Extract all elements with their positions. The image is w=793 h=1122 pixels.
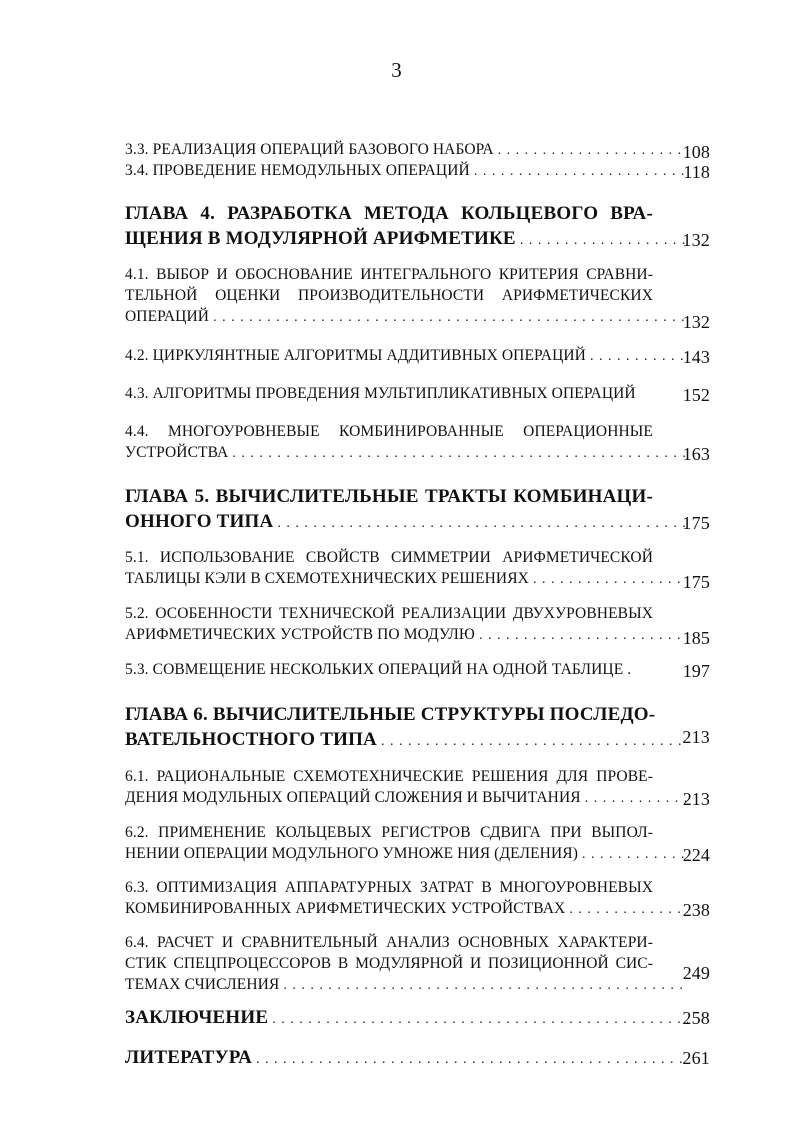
toc-page-number: 224	[682, 845, 710, 865]
toc-page-number: 132	[682, 230, 710, 250]
dot-leader	[585, 787, 688, 809]
toc-page-number: 249	[682, 963, 710, 983]
dot-leader	[569, 898, 688, 920]
toc-page-number: 261	[682, 1048, 710, 1068]
toc-entry-text: ОПЕРАЦИЙ	[125, 308, 210, 325]
toc-entry-5-2[interactable]	[125, 603, 710, 646]
toc-page-number: 118	[683, 162, 710, 182]
toc-entry-6-3[interactable]	[125, 877, 710, 920]
toc-entry-text: ГЛАВА 6. ВЫЧИСЛИТЕЛЬНЫЕ СТРУКТУРЫ ПОСЛЕДО-	[125, 704, 656, 725]
toc-page-number: 213	[682, 727, 710, 747]
toc-entry-text: НЕНИИ ОПЕРАЦИИ МОДУЛЬНОГО УМНОЖЕ НИЯ (ДЕЛЕНИЯ)	[125, 845, 578, 862]
toc-entry-text: 4.4. МНОГОУРОВНЕВЫЕ КОМБИНИРОВАННЫЕ ОПЕРАЦИОННЫЕ	[125, 423, 653, 440]
toc-entry-text: 6.1. РАЦИОНАЛЬНЫЕ СХЕМОТЕХНИЧЕСКИЕ РЕШЕНИЯ ДЛЯ ПРОВЕ-	[125, 768, 653, 785]
toc-entry-text: УСТРОЙСТВА	[125, 444, 229, 461]
toc-entry-text: 4.2. ЦИРКУЛЯНТНЫЕ АЛГОРИТМЫ АДДИТИВНЫХ ОПЕРАЦИЙ	[125, 347, 586, 364]
toc-chapter-6[interactable]	[125, 702, 710, 754]
toc-entry-3-3[interactable]	[125, 139, 710, 161]
dot-leader	[213, 306, 688, 328]
toc-entry-5-1[interactable]	[125, 547, 710, 590]
toc-page-number: 143	[682, 347, 710, 367]
toc-entry-3-4[interactable]	[125, 160, 710, 182]
toc-page-number: 185	[682, 628, 710, 648]
toc-entry-text: ГЛАВА 4. РАЗРАБОТКА МЕТОДА КОЛЬЦЕВОГО ВРА-	[125, 203, 653, 224]
toc-entry-text: ТАБЛИЦЫ КЭЛИ В СХЕМОТЕХНИЧЕСКИХ РЕШЕНИЯХ	[125, 570, 529, 587]
toc-entry-text: ГЛАВА 5. ВЫЧИСЛИТЕЛЬНЫЕ ТРАКТЫ КОМБИНАЦИ-	[125, 486, 653, 507]
toc-entry-text: 5.3. СОВМЕЩЕНИЕ НЕСКОЛЬКИХ ОПЕРАЦИЙ НА ОДНОЙ ТАБЛИЦЕ .	[125, 661, 632, 678]
toc-page-number: 258	[682, 1008, 710, 1028]
dot-leader	[277, 509, 688, 536]
toc-entry-text: 4.3. АЛГОРИТМЫ ПРОВЕДЕНИЯ МУЛЬТИПЛИКАТИВНЫХ ОПЕРАЦИЙ	[125, 385, 636, 402]
toc-entry-text: 5.2. ОСОБЕННОСТИ ТЕХНИЧЕСКОЙ РЕАЛИЗАЦИИ ДВУХУРОВНЕВЫХ	[125, 605, 653, 622]
toc-page-number: 152	[682, 385, 710, 405]
toc-entry-4-4[interactable]	[125, 421, 710, 464]
toc-page-number: 108	[682, 142, 710, 162]
toc-entry-text: ВАТЕЛЬНОСТНОГО ТИПА	[125, 729, 377, 750]
toc-entry-text: ЗАКЛЮЧЕНИЕ	[125, 1007, 269, 1028]
page-number: 3	[391, 58, 402, 82]
toc-page-number: 175	[682, 513, 710, 533]
dot-leader	[474, 160, 688, 182]
toc-entry-text: ТЕМАХ СЧИСЛЕНИЯ	[125, 976, 280, 993]
toc-entry-4-1[interactable]	[125, 264, 710, 332]
dot-leader	[498, 139, 688, 161]
dot-leader	[256, 1045, 688, 1072]
toc-entry-text: 3.3. РЕАЛИЗАЦИЯ ОПЕРАЦИЙ БАЗОВОГО НАБОРА	[125, 141, 494, 158]
toc-entry-text: 6.2. ПРИМЕНЕНИЕ КОЛЬЦЕВЫХ РЕГИСТРОВ СДВИГА ПРИ ВЫПОЛ-	[125, 824, 653, 841]
dot-leader	[381, 727, 688, 754]
dot-leader	[582, 843, 688, 865]
toc-page-number: 213	[682, 789, 710, 809]
toc-entry-5-3[interactable]	[125, 659, 710, 680]
toc-entry-text: 6.4. РАСЧЕТ И СРАВНИТЕЛЬНЫЙ АНАЛИЗ ОСНОВНЫХ ХАРАКТЕРИ-	[125, 934, 653, 951]
dot-leader	[590, 345, 688, 367]
dot-leader	[479, 624, 688, 646]
toc-entry-text: КОМБИНИРОВАННЫХ АРИФМЕТИЧЕСКИХ УСТРОЙСТВАХ	[125, 900, 566, 917]
toc-conclusion[interactable]	[125, 1005, 710, 1032]
dot-leader	[232, 442, 688, 464]
toc-literature[interactable]	[125, 1045, 710, 1072]
toc-entry-text: ЩЕНИЯ В МОДУЛЯРНОЙ АРИФМЕТИКЕ	[125, 228, 516, 249]
toc-chapter-4[interactable]	[125, 201, 710, 253]
toc-page-number: 132	[682, 312, 710, 332]
toc-entry-text: 4.1. ВЫБОР И ОБОСНОВАНИЕ ИНТЕГРАЛЬНОГО КРИТЕРИЯ СРАВНИ-	[125, 266, 653, 283]
toc-entry-4-2[interactable]	[125, 345, 710, 367]
dot-leader	[533, 568, 688, 590]
toc-page-number: 238	[682, 900, 710, 920]
toc-entry-text: 3.4. ПРОВЕДЕНИЕ НЕМОДУЛЬНЫХ ОПЕРАЦИЙ	[125, 162, 470, 179]
toc-page-number: 175	[682, 572, 710, 592]
dot-leader	[520, 226, 688, 253]
toc-entry-text: ЛИТЕРАТУРА	[125, 1047, 253, 1068]
toc-entry-6-4[interactable]	[125, 932, 710, 996]
toc-entry-4-3[interactable]	[125, 383, 710, 404]
toc-entry-text: 5.1. ИСПОЛЬЗОВАНИЕ СВОЙСТВ СИММЕТРИИ АРИФМЕТИЧЕСКОЙ	[125, 549, 653, 566]
toc-entry-text: АРИФМЕТИЧЕСКИХ УСТРОЙСТВ ПО МОДУЛЮ	[125, 626, 475, 643]
toc-page-number: 197	[682, 661, 710, 681]
toc-chapter-5[interactable]	[125, 484, 710, 536]
toc-entry-text: ОННОГО ТИПА	[125, 511, 274, 532]
toc-page-number: 163	[682, 444, 710, 464]
toc-entry-text: ТЕЛЬНОЙ ОЦЕНКИ ПРОИЗВОДИТЕЛЬНОСТИ АРИФМЕТИЧЕСКИХ	[125, 287, 653, 304]
toc-entry-text: СТИК СПЕЦПРОЦЕССОРОВ В МОДУЛЯРНОЙ И ПОЗИЦИОННОЙ СИС-	[125, 955, 653, 972]
dot-leader	[283, 974, 688, 996]
toc-entry-text: ДЕНИЯ МОДУЛЬНЫХ ОПЕРАЦИЙ СЛОЖЕНИЯ И ВЫЧИТАНИЯ	[125, 789, 581, 806]
toc-entry-6-2[interactable]	[125, 822, 710, 865]
toc-entry-text: 6.3. ОПТИМИЗАЦИЯ АППАРАТУРНЫХ ЗАТРАТ В МНОГОУРОВНЕВЫХ	[125, 879, 653, 896]
dot-leader	[272, 1005, 688, 1032]
toc-entry-6-1[interactable]	[125, 766, 710, 809]
